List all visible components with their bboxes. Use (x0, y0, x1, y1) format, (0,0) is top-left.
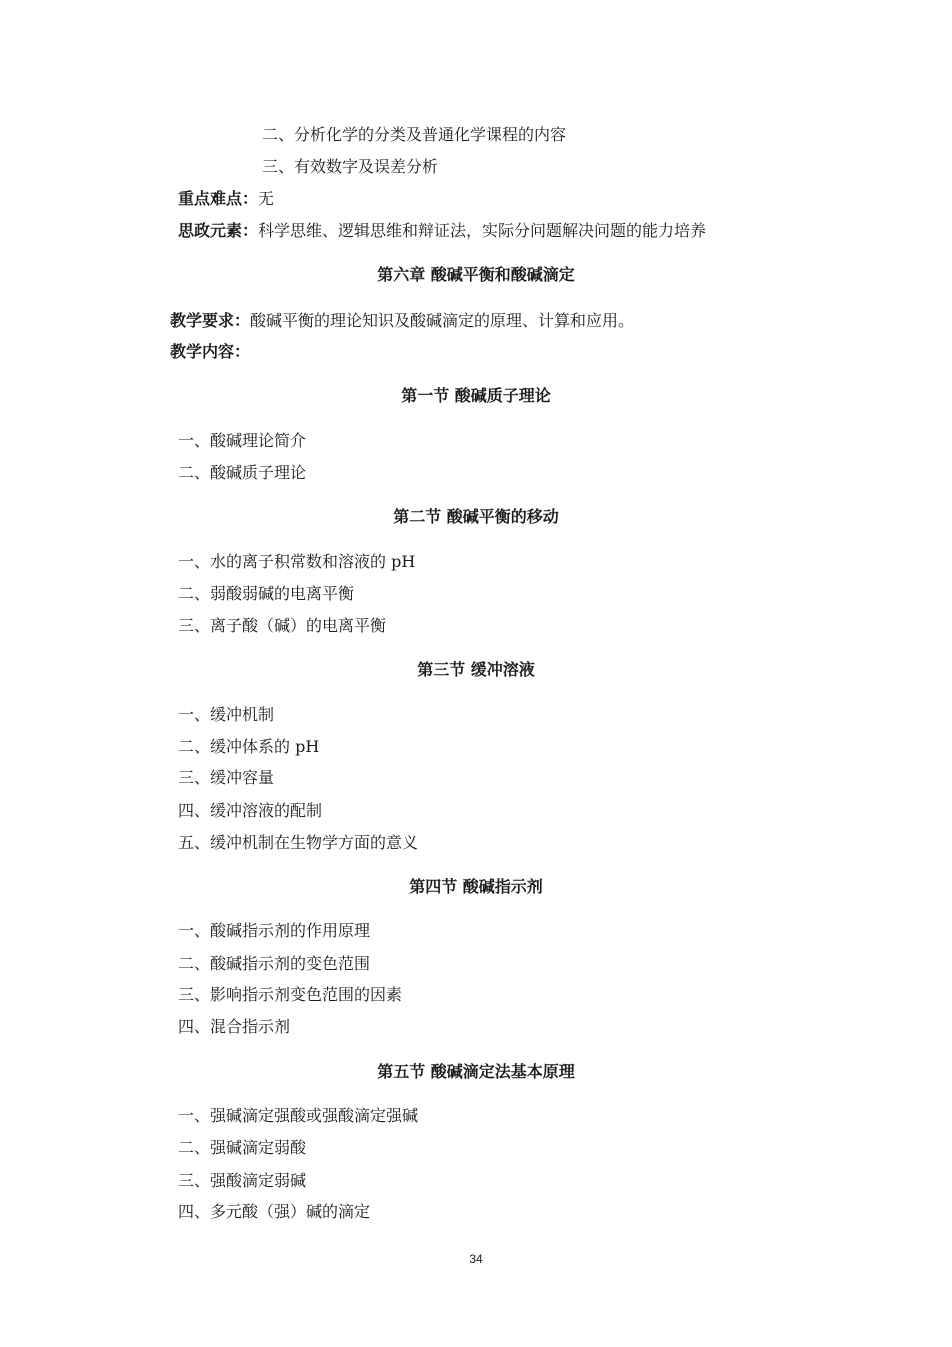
section-title: 第二节 酸碱平衡的移动 (393, 507, 559, 526)
ideology-value: 科学思维、逻辑思维和辩证法，实际分问题解决问题的能力培养 (258, 221, 707, 240)
ideology-label: 思政元素： (178, 221, 259, 240)
list-item: 一、水的离子积常数和溶液的 pH (178, 552, 416, 571)
key-points-value: 无 (258, 189, 275, 208)
section-title: 第一节 酸碱质子理论 (401, 386, 551, 405)
content-label: 教学内容： (170, 342, 251, 361)
section-title: 第四节 酸碱指示剂 (409, 877, 543, 896)
list-item: 四、混合指示剂 (178, 1017, 291, 1036)
list-item: 二、分析化学的分类及普通化学课程的内容 (262, 125, 567, 144)
list-item: 一、酸碱指示剂的作用原理 (178, 921, 371, 940)
chapter-title: 第六章 酸碱平衡和酸碱滴定 (377, 265, 575, 284)
list-item: 二、弱酸弱碱的电离平衡 (178, 584, 355, 603)
list-item: 三、缓冲容量 (178, 768, 275, 787)
key-points-label: 重点难点： (178, 189, 259, 208)
list-item: 三、影响指示剂变色范围的因素 (178, 985, 403, 1004)
requirements-label: 教学要求： (170, 311, 251, 330)
list-item: 三、有效数字及误差分析 (262, 157, 439, 176)
list-item: 二、酸碱质子理论 (178, 463, 307, 482)
list-item: 三、强酸滴定弱碱 (178, 1171, 307, 1190)
list-item: 二、缓冲体系的 pH (178, 737, 320, 756)
list-item: 一、酸碱理论简介 (178, 431, 307, 450)
requirements-value: 酸碱平衡的理论知识及酸碱滴定的原理、计算和应用。 (250, 311, 635, 330)
key-points-line (178, 189, 274, 209)
list-item: 四、多元酸（强）碱的滴定 (178, 1202, 371, 1221)
list-item: 一、缓冲机制 (178, 705, 275, 724)
list-item: 一、强碱滴定强酸或强酸滴定强碱 (178, 1106, 419, 1125)
page-number: 34 (469, 1252, 483, 1266)
list-item: 二、酸碱指示剂的变色范围 (178, 954, 371, 973)
requirements-line (170, 311, 634, 331)
section-title: 第五节 酸碱滴定法基本原理 (377, 1062, 575, 1081)
list-item: 四、缓冲溶液的配制 (178, 801, 323, 820)
ideology-line (178, 221, 706, 241)
list-item: 三、离子酸（碱）的电离平衡 (178, 616, 387, 635)
list-item: 二、强碱滴定弱酸 (178, 1138, 307, 1157)
section-title: 第三节 缓冲溶液 (417, 660, 535, 679)
list-item: 五、缓冲机制在生物学方面的意义 (178, 833, 419, 852)
